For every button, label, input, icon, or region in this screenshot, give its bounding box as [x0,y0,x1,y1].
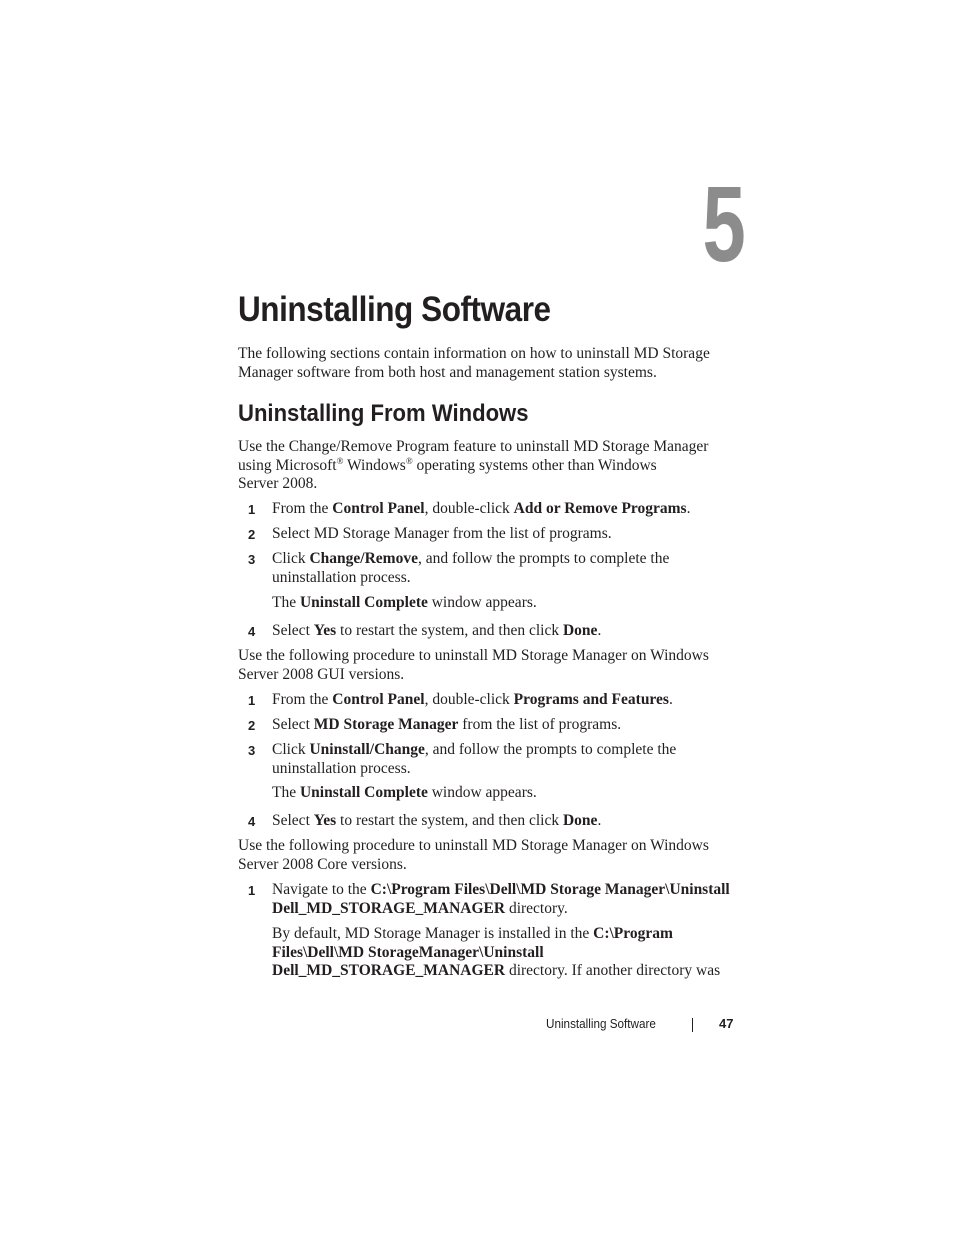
chapter-title: Uninstalling Software [238,290,551,329]
section-paragraph-1: Use the Change/Remove Program feature to uninstall MD Storage Manager using Microsoft® Windows® operating systems other than Windows Server 2008. [238,438,709,493]
page-footer [0,1016,954,1036]
section-paragraph-2: Use the following procedure to uninstall MD Storage Manager on Windows Server 2008 GUI versions. [238,647,709,683]
page-number: 47 [719,1016,734,1031]
footer-divider [692,1018,693,1032]
footer-chapter-label: Uninstalling Software [546,1016,656,1031]
step-note: The Uninstall Complete window appears. [272,594,537,611]
chapter-number: 5 [702,163,746,284]
step-note: By default, MD Storage Manager is installed in the C:\Program Files\Dell\MD StorageManager\Uninstall Dell_MD_STORAGE_MANAGER directory. If another directory was [272,925,721,980]
step-note: The Uninstall Complete window appears. [272,784,537,801]
section-title: Uninstalling From Windows [238,400,529,427]
section-paragraph-3: Use the following procedure to uninstall MD Storage Manager on Windows Server 2008 Core versions. [238,837,709,873]
intro-paragraph: The following sections contain information on how to uninstall MD Storage Manager software from both host and management station systems. [238,345,710,381]
document-page: 5 Uninstalling Software The following sections contain information on how to uninstall MD Storage Manager software from both host and management station systems. Uninstalling From Windows Use the Change/Remove Program feature to uninstall MD Storage Manager using Microsoft® Windows® operating systems other than Windows Server 2008. 1 From the Control Panel, double-click Add or Remove Programs. 2 Select MD Storage Manager from the list of programs. 3 Click Change/Remove, and follow the prompts to complete the uninstallation process. The Uninstall Complete window appears. 4 Select Yes to restart the system, and then click Done. Use the following procedure to uninstall MD Storage Manager on Windows Server 2008 GUI versions. 1 From the Control Panel, double-click Programs and Features. 2 Select MD Storage Manager from the list of programs. 3 Click Uninstall/Change, and follow the prompts to complete the uninstallation process. The Uninstall Complete window appears. 4 Select Yes to restart the system, and then click Done. Use the following procedure to uninstall MD Storage Manager on Windows Server 2008 Core versions. 1 Navigate to the C:\Program Files\Dell\MD Storage Manager\Uninstall Dell_MD_STORAGE_MANAGER directory. By default, MD Storage Manager is installed in the C:\Program Files\Dell\MD StorageManager\Uninstall Dell_MD_STORAGE_MANAGER directory. If another directory was Uninstalling Software 47 [0,0,954,1235]
